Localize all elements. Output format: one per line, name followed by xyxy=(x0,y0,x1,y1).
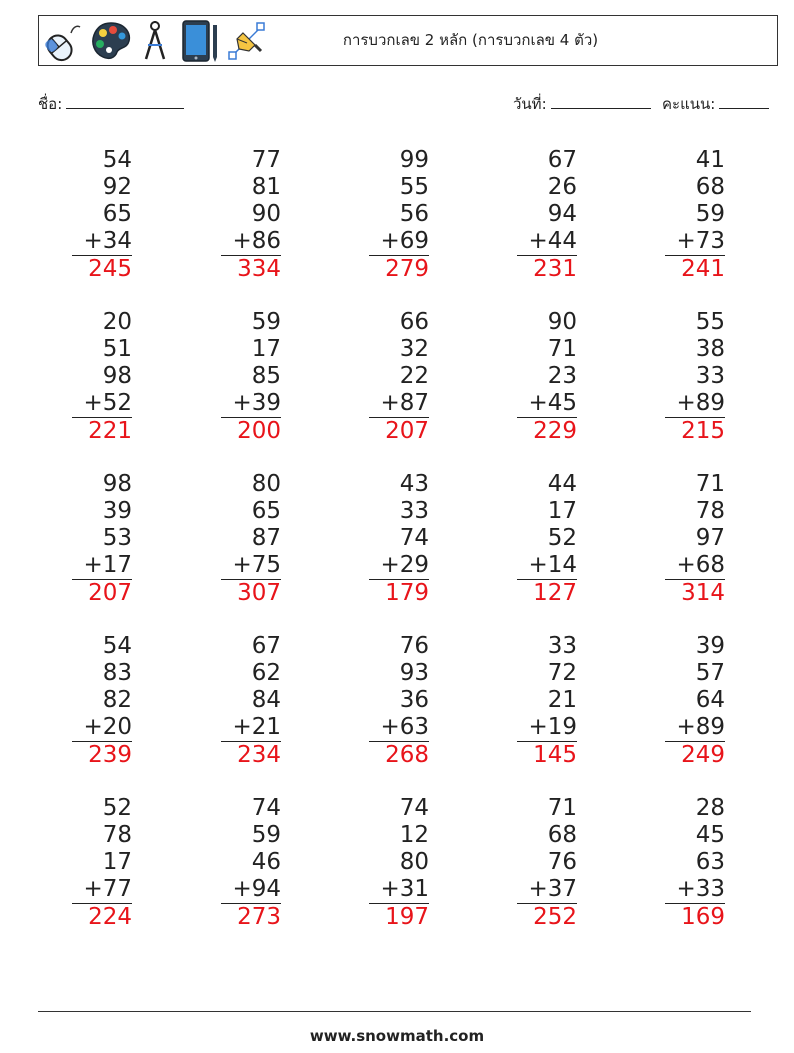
last-addend: +68 xyxy=(665,552,725,580)
addition-problem xyxy=(369,309,429,445)
addend: 84 xyxy=(251,687,281,713)
addition-problem xyxy=(369,147,429,283)
addend: 26 xyxy=(547,174,577,200)
addend: 80 xyxy=(251,471,281,497)
addend: 51 xyxy=(102,336,132,362)
addend: 93 xyxy=(399,660,429,686)
answer: 268 xyxy=(385,742,429,768)
last-addend: +39 xyxy=(221,390,281,418)
answer: 231 xyxy=(533,256,577,282)
answer: 169 xyxy=(681,904,725,930)
last-addend: +89 xyxy=(665,714,725,742)
name-field xyxy=(38,92,184,116)
addition-problem xyxy=(517,795,577,931)
addend: 72 xyxy=(547,660,577,686)
answer: 245 xyxy=(88,256,132,282)
addend: 74 xyxy=(399,795,429,821)
last-addend: +87 xyxy=(369,390,429,418)
addition-problem xyxy=(221,309,281,445)
last-addend: +44 xyxy=(517,228,577,256)
addend: 78 xyxy=(695,498,725,524)
score-label: คะแนน: xyxy=(662,95,716,113)
addend: 52 xyxy=(547,525,577,551)
addend: 59 xyxy=(251,822,281,848)
addition-problem xyxy=(221,795,281,931)
addition-problem xyxy=(72,795,132,931)
date-label: วันที่: xyxy=(513,95,547,113)
addition-problem xyxy=(517,633,577,769)
answer: 207 xyxy=(88,580,132,606)
last-addend: +77 xyxy=(72,876,132,904)
last-addend: +86 xyxy=(221,228,281,256)
answer: 179 xyxy=(385,580,429,606)
addend: 78 xyxy=(102,822,132,848)
addend: 71 xyxy=(695,471,725,497)
score-field xyxy=(662,92,769,116)
answer: 229 xyxy=(533,418,577,444)
answer: 239 xyxy=(88,742,132,768)
addend: 97 xyxy=(695,525,725,551)
addend: 83 xyxy=(102,660,132,686)
addend: 52 xyxy=(102,795,132,821)
last-addend: +31 xyxy=(369,876,429,904)
addend: 87 xyxy=(251,525,281,551)
last-addend: +69 xyxy=(369,228,429,256)
addend: 80 xyxy=(399,849,429,875)
addend: 22 xyxy=(399,363,429,389)
addend: 76 xyxy=(399,633,429,659)
addend: 54 xyxy=(102,633,132,659)
addend: 68 xyxy=(695,174,725,200)
addend: 63 xyxy=(695,849,725,875)
last-addend: +21 xyxy=(221,714,281,742)
answer: 145 xyxy=(533,742,577,768)
addend: 36 xyxy=(399,687,429,713)
last-addend: +20 xyxy=(72,714,132,742)
footer-divider xyxy=(38,1011,751,1012)
answer: 334 xyxy=(237,256,281,282)
addition-problem xyxy=(517,147,577,283)
date-blank[interactable] xyxy=(551,93,651,109)
addend: 33 xyxy=(399,498,429,524)
addend: 74 xyxy=(251,795,281,821)
last-addend: +63 xyxy=(369,714,429,742)
addend: 17 xyxy=(547,498,577,524)
answer: 249 xyxy=(681,742,725,768)
answer: 314 xyxy=(681,580,725,606)
last-addend: +45 xyxy=(517,390,577,418)
addend: 85 xyxy=(251,363,281,389)
addition-problem xyxy=(665,795,725,931)
addend: 65 xyxy=(251,498,281,524)
addend: 32 xyxy=(399,336,429,362)
addend: 28 xyxy=(695,795,725,821)
addend: 33 xyxy=(695,363,725,389)
addend: 43 xyxy=(399,471,429,497)
addend: 62 xyxy=(251,660,281,686)
addend: 67 xyxy=(547,147,577,173)
addition-problem xyxy=(665,471,725,607)
last-addend: +37 xyxy=(517,876,577,904)
addition-problem xyxy=(369,471,429,607)
addend: 77 xyxy=(251,147,281,173)
last-addend: +19 xyxy=(517,714,577,742)
worksheet-title: การบวกเลข 2 หลัก (การบวกเลข 4 ตัว) xyxy=(342,31,599,49)
last-addend: +89 xyxy=(665,390,725,418)
addition-problem xyxy=(665,147,725,283)
answer: 273 xyxy=(237,904,281,930)
addition-problem xyxy=(72,147,132,283)
addition-problem xyxy=(665,309,725,445)
addend: 71 xyxy=(547,336,577,362)
addend: 41 xyxy=(695,147,725,173)
addition-problem xyxy=(665,633,725,769)
addend: 54 xyxy=(102,147,132,173)
answer: 215 xyxy=(681,418,725,444)
addend: 81 xyxy=(251,174,281,200)
answer: 221 xyxy=(88,418,132,444)
addend: 33 xyxy=(547,633,577,659)
last-addend: +75 xyxy=(221,552,281,580)
addend: 17 xyxy=(102,849,132,875)
answer: 200 xyxy=(237,418,281,444)
addend: 92 xyxy=(102,174,132,200)
addition-problem xyxy=(72,471,132,607)
addend: 45 xyxy=(695,822,725,848)
answer: 252 xyxy=(533,904,577,930)
score-blank[interactable] xyxy=(719,93,769,109)
addend: 12 xyxy=(399,822,429,848)
worksheet-header xyxy=(38,15,778,66)
answer: 307 xyxy=(237,580,281,606)
last-addend: +52 xyxy=(72,390,132,418)
addend: 71 xyxy=(547,795,577,821)
name-blank[interactable] xyxy=(66,93,184,109)
addition-problem xyxy=(221,471,281,607)
addend: 39 xyxy=(102,498,132,524)
footer-site: www.snowmath.com xyxy=(309,1027,485,1045)
last-addend: +34 xyxy=(72,228,132,256)
addend: 64 xyxy=(695,687,725,713)
addend: 68 xyxy=(547,822,577,848)
addend: 94 xyxy=(547,201,577,227)
answer: 224 xyxy=(88,904,132,930)
addend: 55 xyxy=(399,174,429,200)
last-addend: +73 xyxy=(665,228,725,256)
answer: 234 xyxy=(237,742,281,768)
addend: 98 xyxy=(102,471,132,497)
last-addend: +17 xyxy=(72,552,132,580)
addition-problem xyxy=(221,147,281,283)
answer: 241 xyxy=(681,256,725,282)
addend: 44 xyxy=(547,471,577,497)
addend: 76 xyxy=(547,849,577,875)
addend: 74 xyxy=(399,525,429,551)
addend: 38 xyxy=(695,336,725,362)
addend: 90 xyxy=(251,201,281,227)
addend: 57 xyxy=(695,660,725,686)
answer: 127 xyxy=(533,580,577,606)
addend: 53 xyxy=(102,525,132,551)
addend: 90 xyxy=(547,309,577,335)
last-addend: +94 xyxy=(221,876,281,904)
last-addend: +33 xyxy=(665,876,725,904)
answer: 207 xyxy=(385,418,429,444)
addend: 59 xyxy=(251,309,281,335)
addend: 46 xyxy=(251,849,281,875)
addend: 17 xyxy=(251,336,281,362)
addition-problem xyxy=(369,633,429,769)
addend: 55 xyxy=(695,309,725,335)
addend: 98 xyxy=(102,363,132,389)
answer: 279 xyxy=(385,256,429,282)
addend: 20 xyxy=(102,309,132,335)
addend: 82 xyxy=(102,687,132,713)
addition-problem xyxy=(72,633,132,769)
addition-problem xyxy=(517,471,577,607)
addend: 23 xyxy=(547,363,577,389)
addition-problem xyxy=(369,795,429,931)
last-addend: +29 xyxy=(369,552,429,580)
name-label: ชื่อ: xyxy=(38,95,63,113)
addend: 39 xyxy=(695,633,725,659)
addend: 99 xyxy=(399,147,429,173)
answer: 197 xyxy=(385,904,429,930)
addition-problem xyxy=(72,309,132,445)
addend: 67 xyxy=(251,633,281,659)
addend: 59 xyxy=(695,201,725,227)
addend: 21 xyxy=(547,687,577,713)
addend: 56 xyxy=(399,201,429,227)
addend: 65 xyxy=(102,201,132,227)
addition-problem xyxy=(221,633,281,769)
addition-problem xyxy=(517,309,577,445)
addend: 66 xyxy=(399,309,429,335)
date-field xyxy=(513,92,651,116)
last-addend: +14 xyxy=(517,552,577,580)
